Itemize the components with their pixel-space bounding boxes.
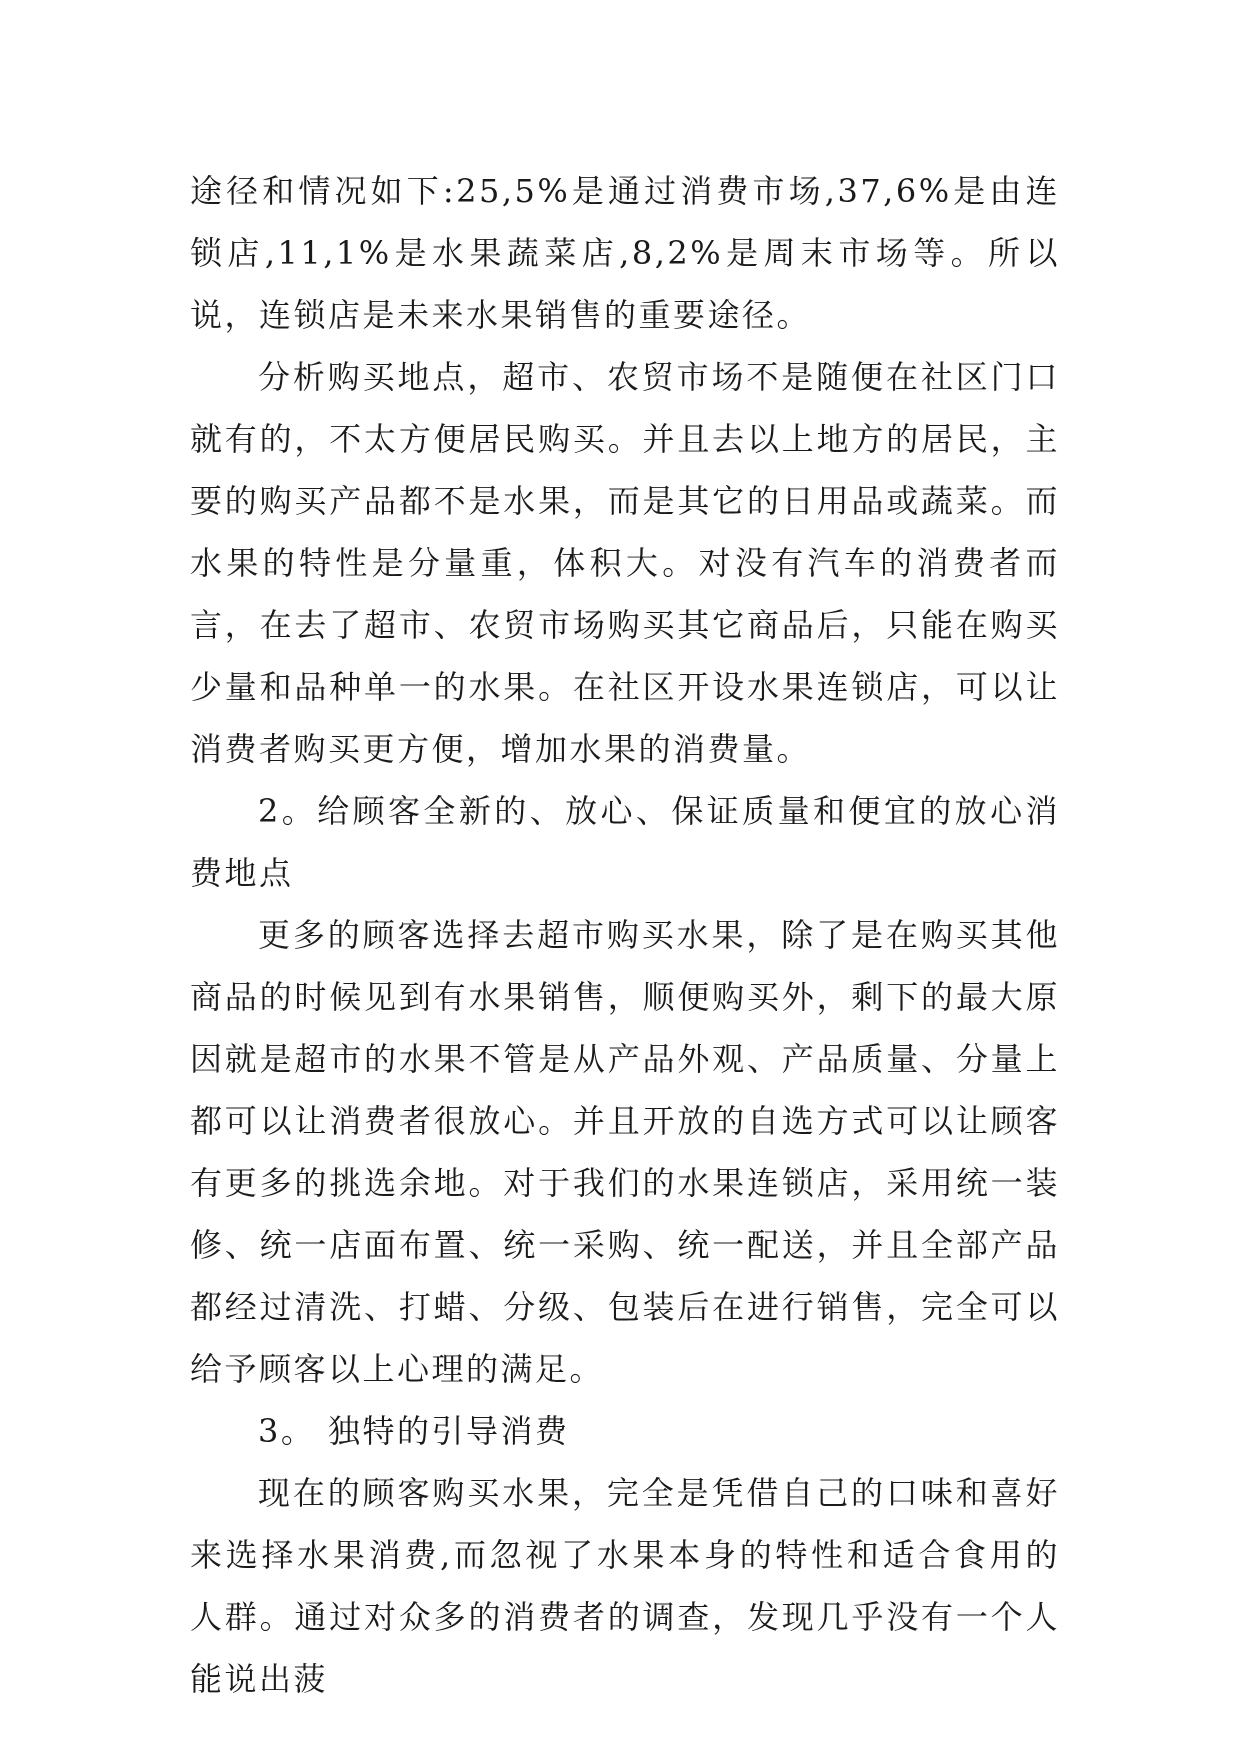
paragraph-guided-consumption: 现在的顾客购买水果，完全是凭借自己的口味和喜好来选择水果消费,而忽视了水果本身的特性和适合食用的人群。通过对众多的消费者的调查，发现几乎没有一个人能说出菠 bbox=[190, 1474, 1060, 1698]
paragraph-channels: 途径和情况如下:25,5%是通过消费市场,37,6%是由连锁店,11,1%是水果蔬菜店,8,2%是周末市场等。所以说，连锁店是未来水果销售的重要途径。 bbox=[190, 172, 1060, 334]
paragraph-purchase-location: 分析购买地点，超市、农贸市场不是随便在社区门口就有的，不太方便居民购买。并且去以上地方的居民，主要的购买产品都不是水果，而是其它的日用品或蔬菜。而水果的特性是分量重，体积大。对没有汽车的消费者而言，在去了超市、农贸市场购买其它商品后，只能在购买少量和品种单一的水果。在社区开设水果连锁店，可以让消费者购买更方便，增加水果的消费量。 bbox=[190, 358, 1060, 768]
document-body bbox=[190, 160, 1060, 1710]
paragraph-supermarket-reasons: 更多的顾客选择去超市购买水果，除了是在购买其他商品的时候见到有水果销售，顺便购买外，剩下的最大原因就是超市的水果不管是从产品外观、产品质量、分量上都可以让消费者很放心。并且开放的自选方式可以让顾客有更多的挑选余地。对于我们的水果连锁店，采用统一装修、统一店面布置、统一采购、统一配送，并且全部产品都经过清洗、打蜡、分级、包装后在进行销售，完全可以给予顾客以上心理的满足。 bbox=[190, 916, 1060, 1388]
section-heading-2: 2。给顾客全新的、放心、保证质量和便宜的放心消费地点 bbox=[190, 792, 1060, 892]
section-heading-3: 3。 独特的引导消费 bbox=[258, 1412, 570, 1450]
